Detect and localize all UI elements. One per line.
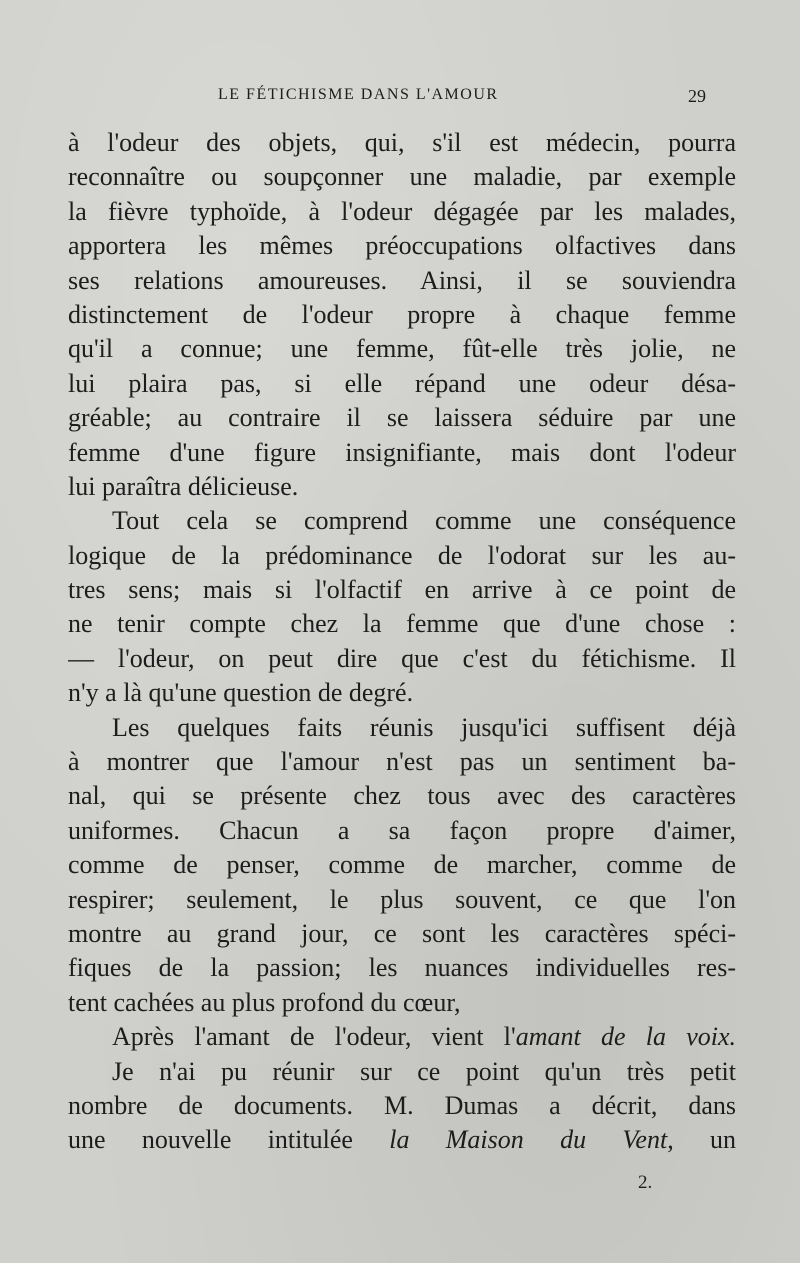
text-segment: une nouvelle intitulée [68,1125,390,1155]
body-text [68,126,736,1158]
text-line: lui paraîtra délicieuse. [68,471,299,501]
text-line: — l'odeur, on peut dire que c'est du fétichisme. Il [68,643,736,673]
text-line: Tout cela se comprend comme une conséquence [112,506,736,536]
text-line [68,1123,736,1157]
running-title: LE FÉTICHISME DANS L'AMOUR [218,86,499,103]
text-line: n'y a là qu'une question de degré. [68,678,414,708]
text-line: ne tenir compte chez la femme que d'une chose : [68,609,736,639]
text-line: Les quelques faits réunis jusqu'ici suffisent déjà [112,712,736,742]
text-line: à montrer que l'amour n'est pas un sentiment ba- [68,747,736,777]
text-line: à l'odeur des objets, qui, s'il est médecin, pourra [68,128,736,157]
text-line: reconnaître ou soupçonner une maladie, par exemple [68,162,736,192]
italic-phrase: amant de la voix. [515,1022,736,1052]
text-line: gréable; au contraire il se laissera séduire par une [68,403,736,433]
page-number: 29 [688,86,706,106]
signature-mark: 2. [638,1172,653,1193]
text-line: comme de penser, comme de marcher, comme de [68,850,736,880]
italic-title: la Maison du Vent [389,1125,668,1155]
text-line: lui plaira pas, si elle répand une odeur désa- [68,368,736,398]
text-segment: Après l'amant de l'odeur, vient l' [112,1022,516,1052]
text-line: tres sens; mais si l'olfactif en arrive à ce point de [68,575,736,605]
text-line: tent cachées au plus profond du cœur, [68,987,461,1017]
text-line: apportera les mêmes préoccupations olfactives dans [68,231,736,261]
text-line: la fièvre typhoïde, à l'odeur dégagée par les malades, [68,196,736,226]
text-line: nombre de documents. M. Dumas a décrit, dans [68,1090,736,1120]
text-line: fiques de la passion; les nuances individuelles res- [68,953,736,983]
text-line: respirer; seulement, le plus souvent, ce que l'on [68,884,736,914]
text-line: montre au grand jour, ce sont les caractères spéci- [68,918,736,948]
text-segment: , un [667,1125,736,1155]
text-line: nal, qui se présente chez tous avec des caractères [68,781,736,811]
text-line: uniformes. Chacun a sa façon propre d'aimer, [68,815,736,845]
text-line: femme d'une figure insignifiante, mais dont l'odeur [68,437,736,467]
text-line: qu'il a connue; une femme, fût-elle très jolie, ne [68,334,736,364]
text-line: distinctement de l'odeur propre à chaque femme [68,299,736,329]
text-line: Je n'ai pu réunir sur ce point qu'un très petit [112,1056,736,1086]
text-line [68,1020,736,1054]
text-line: ses relations amoureuses. Ainsi, il se souviendra [68,265,736,295]
text-line: logique de la prédominance de l'odorat sur les au- [68,540,736,570]
